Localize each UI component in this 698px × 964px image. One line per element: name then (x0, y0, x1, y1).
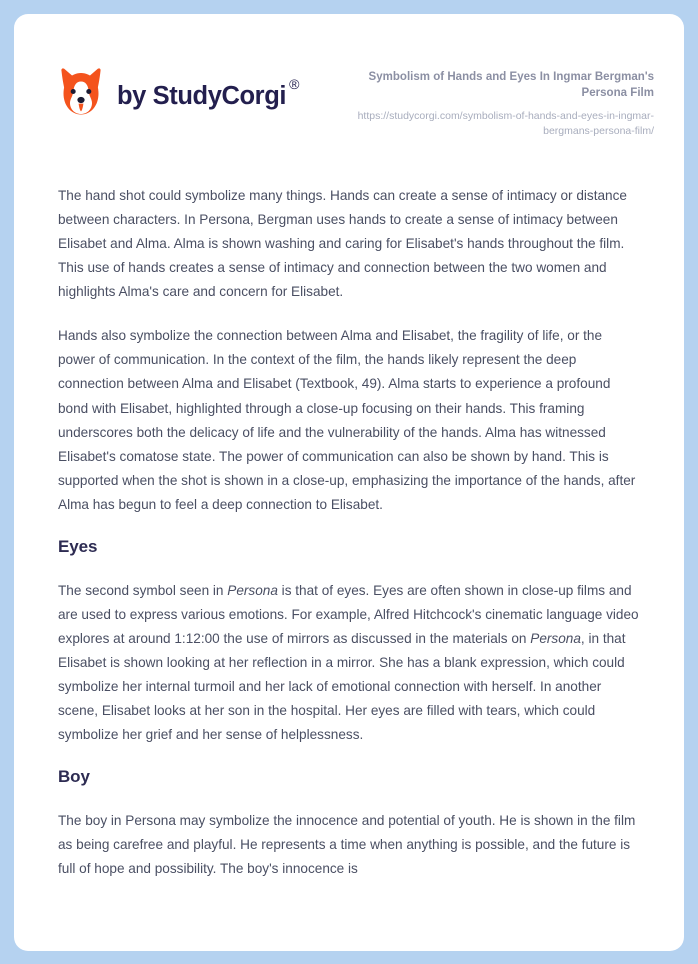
brand-lockup (58, 59, 299, 117)
document-card (14, 14, 684, 951)
registered-trademark-icon: ® (289, 75, 300, 92)
heading-eyes: Eyes (58, 536, 98, 556)
eyes-text-b: is that of eyes. Eyes are often shown in close-up films and are used to express various emotions. For example, Alfred Hitchcock's cinematic language video explores at around 1:12:00 the use of mirrors as discussed in the materials on (58, 582, 639, 646)
eyes-title-persona-1: Persona (227, 582, 278, 598)
corgi-face-logo-icon (58, 67, 104, 117)
eyes-text-a: The second symbol seen in (58, 582, 228, 598)
document-body (14, 140, 684, 881)
document-meta (334, 59, 654, 140)
brand-wordmark (117, 75, 299, 110)
paragraph-hands-intro: The hand shot could symbolize many things. Hands can create a sense of intimacy or distance between characters. In Persona, Bergman uses hands to create a sense of intimacy between Elisabet and Alma. Alma is shown washing and caring for Elisabet's hands throughout the film. This use of hands creates a sense of intimacy and connection between the two women and highlights Alma's care and concern for Elisabet. (58, 188, 627, 300)
heading-boy: Boy (58, 767, 90, 787)
paragraph-hands-symbolism: Hands also symbolize the connection between Alma and Elisabet, the fragility of life, or the power of communication. In the context of the film, the hands likely represent the deep connection between Alma and Elisabet (Textbook, 49). Alma starts to experience a profound bond with Elisabet, highlighted through a close-up focusing on their hands. This framing underscores both the delicacy of life and the vulnerability of the hands. Alma has witnessed Elisabet's comatose state. The power of communication can also be shown by hand. This is supported when the shot is shown in a close-up, emphasizing the importance of the hands, after Alma has begun to feel a deep connection to Elisabet. (58, 328, 636, 512)
brand-name: by StudyCorgi (117, 81, 287, 110)
document-header (14, 14, 684, 140)
document-title: Symbolism of Hands and Eyes In Ingmar Bergman's Persona Film (368, 71, 654, 100)
eyes-title-persona-2: Persona (530, 630, 581, 646)
paragraph-eyes (58, 579, 639, 747)
paragraph-boy: The boy in Persona may symbolize the innocence and potential of youth. He is shown in the film as being carefree and playful. He represents a time when anything is possible, and the future is full of hope and possibility. The boy's innocence is (58, 813, 636, 877)
document-url: https://studycorgi.com/symbolism-of-hands-and-eyes-in-ingmar-bergmans-persona-film/ (357, 109, 654, 138)
eyes-text-c: , in that Elisabet is shown looking at her reflection in a mirror. She has a blank expression, which could symbolize her internal turmoil and her lack of emotional connection with herself. In another scene, Elisabet looks at her son in the hospital. Her eyes are filled with tears, which could symbolize her grief and her sense of helplessness. (58, 630, 626, 743)
